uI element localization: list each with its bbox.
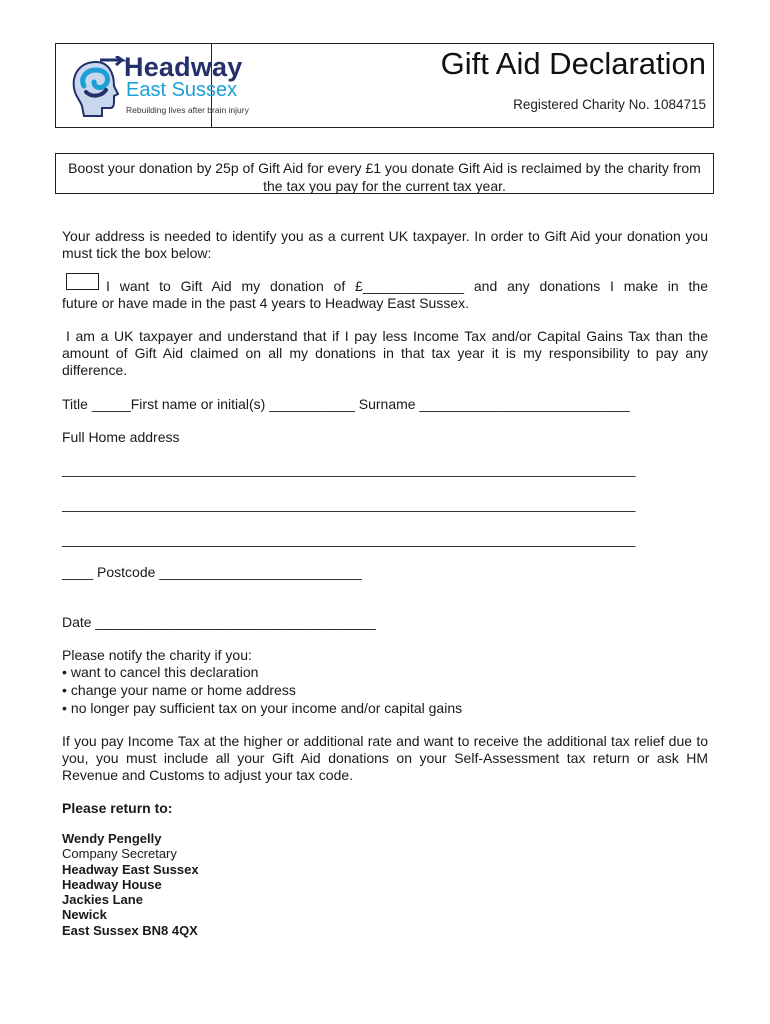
address-county-postcode: East Sussex BN8 4QX (62, 922, 198, 938)
logo-org-region: East Sussex (126, 79, 238, 101)
charity-number: Registered Charity No. 1084715 (513, 97, 706, 112)
logo-tagline: Rebuilding lives after brain injury (126, 105, 249, 115)
taxpayer-statement: I am a UK taxpayer and understand that if I pay less Income Tax and/or Capital Gains Tax than the amount of Gift Aid claimed on all my donations in that tax year it is my responsibility to pay any difference. (62, 328, 708, 378)
notify-heading: Please notify the charity if you: (62, 647, 252, 663)
list-item: • want to cancel this declaration (62, 663, 462, 681)
notify-list (62, 663, 462, 717)
return-heading: Please return to: (62, 800, 173, 816)
boost-notice: Boost your donation by 25p of Gift Aid for every £1 you donate Gift Aid is reclaimed by the charity from the tax you pay for the current tax year. (55, 153, 714, 194)
logo-org-name: Headway (124, 52, 243, 82)
contact-role: Company Secretary (62, 846, 177, 862)
headway-logo (62, 50, 262, 122)
address-org: Headway East Sussex (62, 861, 199, 877)
return-address (62, 831, 199, 938)
name-fields-line[interactable]: Title _____First name or initial(s) ___________ Surname ___________________________ (62, 396, 630, 412)
head-profile-icon (66, 56, 126, 118)
address-building: Headway House (62, 876, 162, 892)
address-label: Full Home address (62, 429, 180, 445)
address-street: Jackies Lane (62, 892, 143, 908)
postcode-line[interactable]: ____ Postcode __________________________ (62, 564, 362, 580)
list-item: • change your name or home address (62, 681, 462, 699)
address-line-3[interactable]: _____________________________________________________________________________ (62, 532, 636, 547)
address-line-2[interactable]: _____________________________________________________________________________ (62, 497, 636, 512)
address-town: Newick (62, 907, 107, 923)
contact-name: Wendy Pengelly (62, 831, 162, 846)
list-item: • no longer pay sufficient tax on your income and/or capital gains (62, 699, 462, 717)
address-line-1[interactable]: _____________________________________________________________________________ (62, 462, 636, 477)
higher-rate-note: If you pay Income Tax at the higher or additional rate and want to receive the additional tax relief due to you, you must include all your Gift Aid donations on your Self-Assessment tax return or ask HM Revenue and Customs to adjust your tax code. (62, 733, 708, 783)
date-line[interactable]: Date ____________________________________ (62, 614, 376, 630)
intro-paragraph: Your address is needed to identify you as a current UK taxpayer. In order to Gift Aid your donation you must tick the box below: (62, 228, 708, 261)
declaration-line-2: future or have made in the past 4 years to Headway East Sussex. (62, 295, 469, 311)
declaration-line-1: I want to Gift Aid my donation of £_____________ and any donations I make in the (106, 278, 708, 294)
document-title: Gift Aid Declaration (440, 46, 706, 81)
